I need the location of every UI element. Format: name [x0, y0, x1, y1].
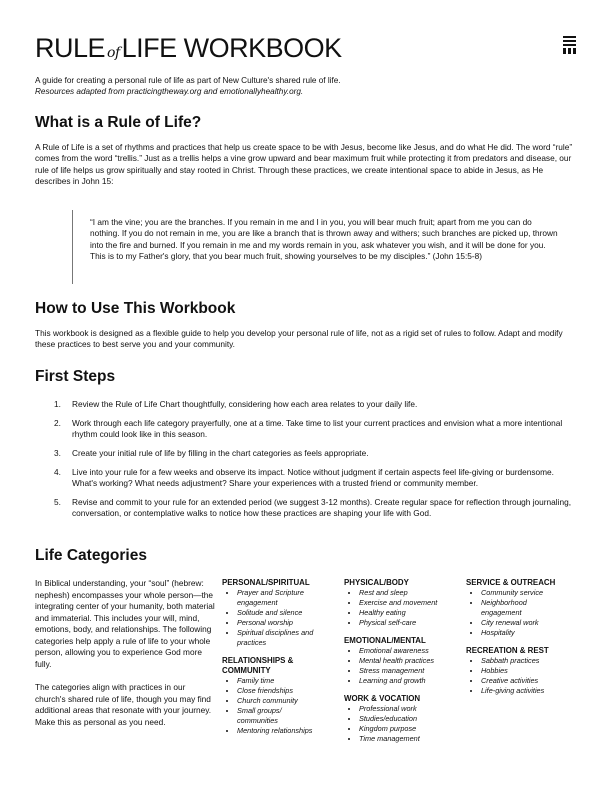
- category-list: [466, 656, 581, 696]
- category-item: • Healthy eating: [359, 608, 459, 618]
- intro-line: A guide for creating a personal rule of life as part of New Culture's shared rule of life.: [35, 76, 341, 85]
- life-categories-para: In Biblical understanding, your “soul” (hebrew: nephesh) encompasses your whole person—the integrating center of your humanity, both material and immaterial. This includes your will, mind, emotions, body, and relationships. The following categories help apply a rule of life to your whole person, allowing you to experience God more fully.: [35, 578, 215, 669]
- page-title: [35, 28, 342, 73]
- category-item: • Hobbies: [481, 666, 581, 676]
- category-list: [466, 588, 581, 638]
- category-item: • Professional work: [359, 704, 459, 714]
- logo-icon: [563, 36, 576, 56]
- category-item: • Rest and sleep: [359, 588, 459, 598]
- category-title: RECREATION & REST: [466, 646, 549, 655]
- category-item: • Sabbath practices: [481, 656, 581, 666]
- category-list: [222, 676, 337, 736]
- category-item: • Stress management: [359, 666, 459, 676]
- first-steps-heading: First Steps: [35, 368, 116, 385]
- title-life-workbook: LIFE WORKBOOK: [121, 33, 342, 63]
- step-item: 1. Review the Rule of Life Chart thoughtfully, considering how each area relates to your daily life.: [54, 399, 418, 409]
- category-list: [222, 588, 337, 648]
- category-item: • Life-giving activities: [481, 686, 581, 696]
- category-title: EMOTIONAL/MENTAL: [344, 636, 426, 645]
- category-item: • Creative activities: [481, 676, 581, 686]
- how-to-body: This workbook is designed as a flexible guide to help you develop your personal rule of life, not as a rigid set of rules to follow. Adapt and modify these practices to best serve you and your community.: [35, 328, 563, 350]
- john-15-quote: “I am the vine; you are the branches. If you remain in me and I in you, you will bear much fruit; apart from me you can do nothing. If you do not remain in me, you are like a branch that is thrown away and withers; such branches are picked up, thrown into the fire and burned. If you remain in me and my words remain in you, ask whatever you wish, and it will be done for you. This is to my Father's glory, that you bear much fruit, showing yourselves to be my disciples.” (John 15:5-8): [90, 217, 558, 262]
- category-item: • Hospitality: [481, 628, 581, 638]
- title-of: of: [107, 45, 120, 61]
- category-list: [344, 704, 459, 744]
- category-item: • Time management: [359, 734, 459, 744]
- step-item: 4. Live into your rule for a few weeks and observe its impact. Notice without judgment if certain aspects feel life-giving or burdensome. What's working? What needs adjustment? Share your experiences with a trusted friend or community member.: [54, 467, 554, 488]
- category-item: • Prayer and Scripture engagement: [237, 588, 337, 608]
- category-column: [344, 578, 459, 752]
- step-item: 5. Revise and commit to your rule for an extended period (we suggest 3-12 months). Create regular space for reflection through journaling, conversation, or contemplative walks to notice how these practices are shaping your life with God.: [54, 497, 572, 518]
- category-item: • Solitude and silence: [237, 608, 337, 618]
- category-title: RELATIONSHIPS & COMMUNITY: [222, 656, 294, 675]
- first-steps-list: [35, 399, 575, 527]
- what-is-heading: What is a Rule of Life?: [35, 114, 202, 131]
- category-item: • Church community: [237, 696, 337, 706]
- category-list: [344, 646, 459, 686]
- category-item: • Studies/education: [359, 714, 459, 724]
- category-column: [466, 578, 581, 704]
- intro-sources: Resources adapted from practicingtheway.org and emotionallyhealthy.org.: [35, 87, 304, 96]
- step-item: 3. Create your initial rule of life by filling in the chart categories as feels appropriate.: [54, 448, 369, 458]
- category-item: • Emotional awareness: [359, 646, 459, 656]
- life-categories-heading: Life Categories: [35, 547, 147, 564]
- step-item: 2. Work through each life category prayerfully, one at a time. Take time to list your current practices and envision what a more intentional rhythm could look like in this season.: [54, 418, 563, 439]
- category-list: [344, 588, 459, 628]
- category-item: • Spiritual disciplines and practices: [237, 628, 337, 648]
- category-title: WORK & VOCATION: [344, 694, 421, 703]
- category-title: PERSONAL/SPIRITUAL: [222, 578, 310, 587]
- life-categories-text: [35, 578, 215, 740]
- category-item: • Physical self-care: [359, 618, 459, 628]
- life-categories-para: The categories align with practices in our church's shared rule of life, though you may find additional areas that resonate with your journey. Make this as personal as you need.: [35, 682, 212, 727]
- title-rule: RULE: [35, 33, 106, 63]
- category-item: • Close friendships: [237, 686, 337, 696]
- category-title: SERVICE & OUTREACH: [466, 578, 556, 587]
- category-item: • Small groups/ communities: [237, 706, 317, 726]
- what-is-body: A Rule of Life is a set of rhythms and practices that help us create space to be with Jesus, become like Jesus, and do what He did. The word “rule” comes from the word “trellis.” Just as a trellis helps a vine grow upward and bear maximum fruit while protecting it from predators and disease, our rule of life helps us grow spiritually and stay rooted in Christ. Through these practices, we create intentional space to abide in Jesus, as He describes in John 15:: [35, 142, 573, 187]
- category-item: • Family time: [237, 676, 337, 686]
- category-item: • City renewal work: [481, 618, 581, 628]
- category-item: • Mentoring relationships: [237, 726, 337, 736]
- category-column: [222, 578, 337, 744]
- category-item: • Learning and growth: [359, 676, 459, 686]
- quote-bar: [72, 210, 73, 284]
- category-item: • Mental health practices: [359, 656, 459, 666]
- intro: [35, 75, 575, 97]
- category-title: PHYSICAL/BODY: [344, 578, 409, 587]
- category-item: • Kingdom purpose: [359, 724, 459, 734]
- category-item: • Personal worship: [237, 618, 337, 628]
- category-item: • Exercise and movement: [359, 598, 459, 608]
- category-item: • Neighborhood engagement: [481, 598, 561, 618]
- category-item: • Community service: [481, 588, 581, 598]
- how-to-heading: How to Use This Workbook: [35, 300, 236, 317]
